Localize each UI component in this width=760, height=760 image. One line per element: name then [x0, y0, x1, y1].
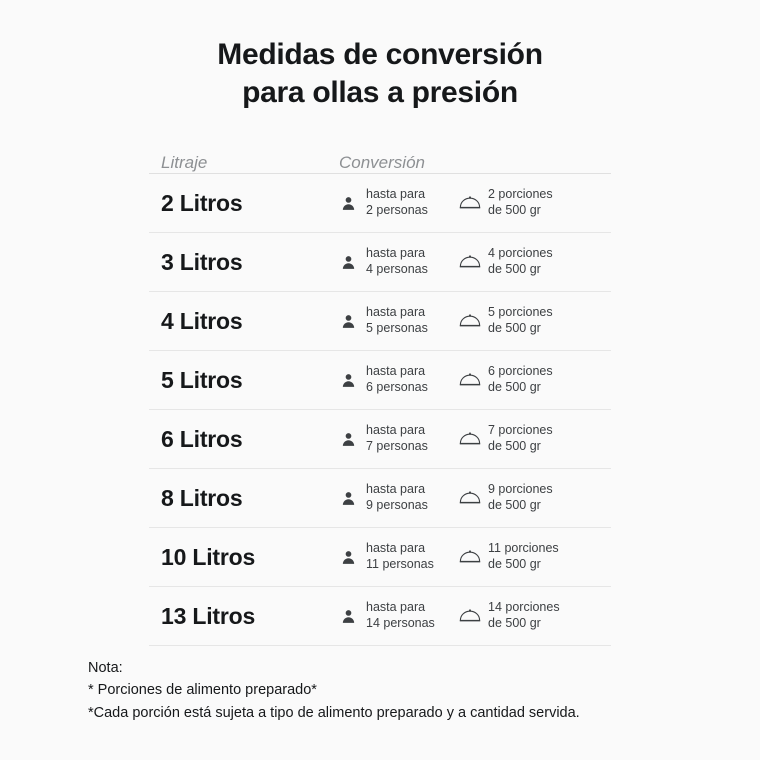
portions-line-1: 14 porciones [488, 600, 560, 615]
serving-dish-icon [459, 488, 481, 508]
portions-line-2: de 500 gr [488, 262, 541, 276]
cell-litraje: 4 Litros [161, 307, 243, 334]
serving-dish-icon [459, 429, 481, 449]
people-line-2: 14 personas [366, 616, 435, 630]
cell-litraje: 2 Litros [161, 189, 243, 216]
title-line-2: para ollas a presión [242, 75, 518, 109]
portions-line-1: 2 porciones [488, 187, 553, 202]
cell-people [337, 364, 459, 395]
people-text [366, 482, 428, 513]
cell-litraje: 10 Litros [161, 543, 256, 570]
cell-people [337, 246, 459, 277]
people-line-1: hasta para [366, 482, 426, 497]
serving-dish-icon [459, 370, 481, 390]
people-text [366, 600, 435, 631]
notes-line-1: * Porciones de alimento preparado* [88, 682, 317, 699]
column-header-conversion: Conversión [339, 153, 425, 172]
notes-title: Nota: [88, 660, 123, 677]
portions-line-1: 4 porciones [488, 246, 553, 261]
cell-portions [459, 541, 611, 572]
people-text [366, 187, 428, 218]
cell-litraje: 6 Litros [161, 425, 243, 452]
people-line-2: 11 personas [366, 557, 434, 571]
people-text [366, 423, 428, 454]
portions-line-1: 5 porciones [488, 305, 553, 320]
people-line-2: 4 personas [366, 262, 428, 276]
portions-line-2: de 500 gr [488, 380, 541, 394]
person-icon [337, 429, 359, 449]
cell-people [337, 541, 459, 572]
portions-line-1: 11 porciones [488, 541, 559, 556]
table-row [149, 351, 611, 410]
people-line-2: 5 personas [366, 321, 428, 335]
notes-line-2: *Cada porción está sujeta a tipo de alimento preparado y a cantidad servida. [88, 704, 580, 721]
serving-dish-icon [459, 547, 481, 567]
people-line-2: 2 personas [366, 203, 428, 217]
notes-block [88, 660, 708, 724]
cell-portions [459, 364, 611, 395]
portions-text [488, 600, 560, 631]
people-text [366, 246, 428, 277]
people-line-1: hasta para [366, 541, 426, 556]
people-line-1: hasta para [366, 423, 426, 438]
cell-litraje: 13 Litros [161, 602, 256, 629]
portions-line-1: 9 porciones [488, 482, 553, 497]
table-row [149, 292, 611, 351]
portions-line-2: de 500 gr [488, 498, 541, 512]
portions-text [488, 364, 553, 395]
people-line-1: hasta para [366, 600, 426, 615]
table-row [149, 233, 611, 292]
serving-dish-icon [459, 252, 481, 272]
serving-dish-icon [459, 606, 481, 626]
table-row [149, 469, 611, 528]
people-line-1: hasta para [366, 364, 426, 379]
cell-portions [459, 600, 611, 631]
cell-people [337, 187, 459, 218]
serving-dish-icon [459, 193, 481, 213]
cell-portions [459, 187, 611, 218]
person-icon [337, 252, 359, 272]
person-icon [337, 311, 359, 331]
people-line-2: 7 personas [366, 439, 428, 453]
table-row [149, 528, 611, 587]
table-row [149, 587, 611, 646]
portions-text [488, 246, 553, 277]
table-body [149, 174, 611, 646]
table-row [149, 410, 611, 469]
people-text [366, 364, 428, 395]
person-icon [337, 547, 359, 567]
portions-line-1: 6 porciones [488, 364, 553, 379]
portions-line-2: de 500 gr [488, 616, 541, 630]
cell-portions [459, 246, 611, 277]
table-header-row [149, 129, 611, 174]
person-icon [337, 370, 359, 390]
cell-people [337, 482, 459, 513]
cell-portions [459, 482, 611, 513]
cell-people [337, 305, 459, 336]
portions-text [488, 187, 553, 218]
person-icon [337, 488, 359, 508]
serving-dish-icon [459, 311, 481, 331]
portions-text [488, 423, 553, 454]
cell-litraje: 8 Litros [161, 484, 243, 511]
cell-litraje: 3 Litros [161, 248, 243, 275]
cell-people [337, 600, 459, 631]
column-header-litraje: Litraje [161, 153, 208, 172]
people-line-2: 9 personas [366, 498, 428, 512]
table-row [149, 174, 611, 233]
people-line-1: hasta para [366, 187, 426, 202]
cell-litraje: 5 Litros [161, 366, 243, 393]
portions-text [488, 482, 553, 513]
portions-text [488, 305, 553, 336]
people-text [366, 305, 428, 336]
person-icon [337, 606, 359, 626]
cell-people [337, 423, 459, 454]
portions-text [488, 541, 559, 572]
people-line-1: hasta para [366, 305, 426, 320]
portions-line-2: de 500 gr [488, 439, 541, 453]
conversion-table [149, 129, 611, 646]
title-line-1: Medidas de conversión [217, 38, 543, 71]
portions-line-1: 7 porciones [488, 423, 553, 438]
people-line-1: hasta para [366, 246, 426, 261]
portions-line-2: de 500 gr [488, 557, 541, 571]
people-line-2: 6 personas [366, 380, 428, 394]
person-icon [337, 193, 359, 213]
people-text [366, 541, 434, 572]
portions-line-2: de 500 gr [488, 203, 541, 217]
cell-portions [459, 423, 611, 454]
page-title [0, 0, 760, 111]
cell-portions [459, 305, 611, 336]
portions-line-2: de 500 gr [488, 321, 541, 335]
